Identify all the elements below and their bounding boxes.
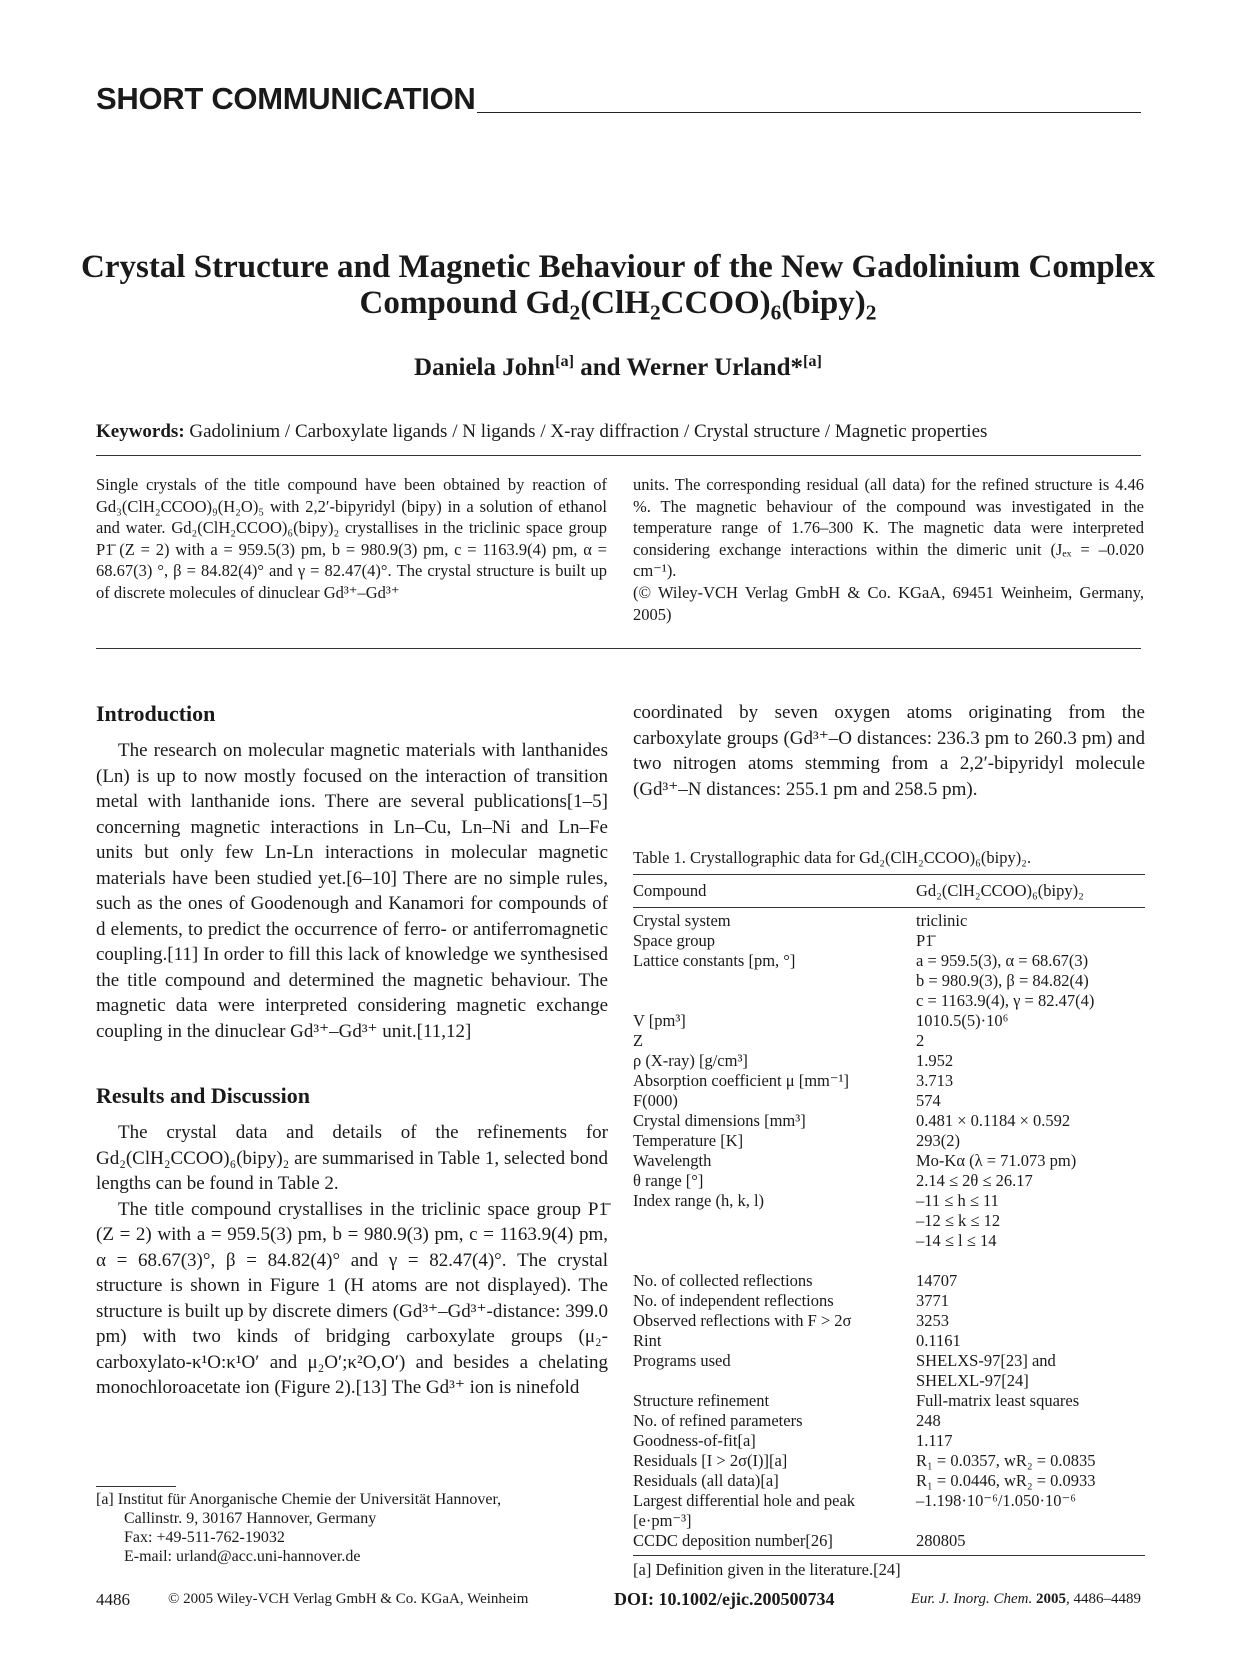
table-cell: 1010.5(5)·10⁶ xyxy=(916,1011,1009,1030)
table-row xyxy=(633,1351,1145,1371)
table-cell: Wavelength xyxy=(633,1151,712,1170)
table-cell: 0.481 × 0.1184 × 0.592 xyxy=(916,1111,1071,1130)
table-cell: 2.14 ≤ 2θ ≤ 26.17 xyxy=(916,1171,1033,1190)
journal-name: Eur. J. Inorg. Chem. xyxy=(910,1591,1033,1607)
table-cell: Space group xyxy=(633,931,716,950)
table-cell: –14 ≤ l ≤ 14 xyxy=(916,1231,997,1250)
title-line-1: Crystal Structure and Magnetic Behaviour of the New Gadolinium Complex xyxy=(81,249,1155,285)
table-cell xyxy=(916,1251,1145,1271)
table-row xyxy=(633,1531,1145,1551)
table-cell: 574 xyxy=(916,1091,941,1110)
abstract-right xyxy=(633,474,1144,625)
table-cell: –11 ≤ h ≤ 11 xyxy=(916,1191,999,1210)
page-footer xyxy=(96,1590,1141,1614)
results-paragraph-1: The crystal data and details of the refinements for Gd₂(ClH₂CCOO)₆(bipy)₂ are summarised in Table 1, selected bond lengths can be found in Table 2. xyxy=(96,1122,608,1194)
table-row xyxy=(633,1371,1145,1391)
abstract-left: Single crystals of the title compound have been obtained by reaction of Gd₃(ClH₂CCOO)₉(H₂O)₅ with 2,2′-bipyridyl (bipy) in a solution of ethanol and water. Gd₂(ClH₂CCOO)₆(bipy)₂ crystallises in the triclinic space group P1̄ (Z = 2) with a = 959.5(3) pm, b = 980.9(3) pm, c = 1163.9(4) pm, α = 68.67(3) °, β = 84.82(4)° and γ = 82.47(4)°. The crystal structure is built up of discrete molecules of dinuclear Gd³⁺–Gd³⁺ xyxy=(96,475,607,602)
table-cell: Lattice constants [pm, °] xyxy=(633,951,796,970)
table-row xyxy=(633,1231,1145,1251)
table-cell: b = 980.9(3), β = 84.82(4) xyxy=(916,971,1089,990)
author-2: and Werner Urland* xyxy=(574,354,803,381)
table-row xyxy=(633,1051,1145,1071)
table-cell: Crystal system xyxy=(633,911,731,930)
table-cell: P1̄ xyxy=(916,931,934,950)
table-row xyxy=(633,1071,1145,1091)
table-row xyxy=(633,1011,1145,1031)
table-cell: 1.952 xyxy=(916,1051,954,1070)
table-cell: [e·pm⁻³] xyxy=(633,1511,692,1530)
footnote-rule xyxy=(96,1486,176,1487)
keywords xyxy=(96,421,1141,443)
table-cell: SHELXL-97[24] xyxy=(916,1371,1029,1390)
article-title xyxy=(60,249,1176,325)
table-cell: No. of independent reflections xyxy=(633,1291,834,1310)
crystallographic-table xyxy=(633,874,1145,1580)
table-row xyxy=(633,1031,1145,1051)
table-cell: Index range (h, k, l) xyxy=(633,1191,765,1210)
abstract-top-rule xyxy=(96,455,1141,456)
keywords-label: Keywords: xyxy=(96,421,185,442)
table-cell: R₁ = 0.0357, wR₂ = 0.0835 xyxy=(916,1451,1096,1470)
table-cell: θ range [°] xyxy=(633,1171,704,1190)
abstract-right-text: units. The corresponding residual (all data) for the refined structure is 4.46 %. The magnetic behaviour of the compound was investigated in the temperature range of 1.76–300 K. The magnetic data were interpreted considering exchange interactions within the dimeric unit (Jₑₓ = –0.020 cm⁻¹). xyxy=(633,475,1144,581)
table-row xyxy=(633,1171,1145,1191)
table-header-row xyxy=(633,875,1145,907)
section-header xyxy=(96,82,1141,116)
footnote-line-3: Fax: +49-511-762-19032 xyxy=(124,1529,285,1546)
table-row xyxy=(633,1271,1145,1291)
table-cell: 3771 xyxy=(916,1291,949,1310)
table-row xyxy=(633,1091,1145,1111)
table-cell: Observed reflections with F > 2σ xyxy=(633,1311,852,1330)
table-footnote: [a] Definition given in the literature.[24] xyxy=(633,1560,901,1579)
table-row xyxy=(633,1151,1145,1171)
table-row xyxy=(633,1331,1145,1351)
table-cell: No. of collected reflections xyxy=(633,1271,813,1290)
table-cell: SHELXS-97[23] and xyxy=(916,1351,1056,1370)
table-row xyxy=(633,1251,1145,1271)
left-column xyxy=(96,700,608,1401)
table-cell: Rint xyxy=(633,1331,662,1350)
journal-year: 2005 xyxy=(1036,1591,1066,1607)
section-label: SHORT COMMUNICATION xyxy=(96,81,476,116)
affiliation-mark-1: [a] xyxy=(555,352,575,371)
footnote-line-2: Callinstr. 9, 30167 Hannover, Germany xyxy=(124,1510,377,1527)
table-cell: –12 ≤ k ≤ 12 xyxy=(916,1211,1001,1230)
table-row xyxy=(633,1391,1145,1411)
results-paragraph-2: The title compound crystallises in the triclinic space group P1̄ (Z = 2) with a = 959.5(3) pm, b = 980.9(3) pm, c = 1163.9(4) pm, α = 68.67(3)°, β = 84.82(4)° and γ = 82.47(4)°. The crystal structure is shown in Figure 1 (H atoms are not displayed). The structure is built up by discrete dimers (Gd³⁺–Gd³⁺-distance: 399.0 pm) with two kinds of bridging carboxylate groups (μ₂-carboxylato-κ¹O:κ¹O′ and μ₂O′;κ²O,O′) and besides a chelating monochloroacetate ion (Figure 2).[13] The Gd³⁺ ion is ninefold xyxy=(96,1198,608,1398)
footnote-line-1: [a] Institut für Anorganische Chemie der Universität Hannover, xyxy=(96,1491,502,1508)
table-row xyxy=(633,911,1145,931)
table-row xyxy=(633,1131,1145,1151)
footer-copyright: © 2005 Wiley-VCH Verlag GmbH & Co. KGaA, Weinheim xyxy=(168,1591,529,1607)
doi-link[interactable]: DOI: 10.1002/ejic.200500734 xyxy=(614,1589,835,1609)
author-line xyxy=(60,354,1176,382)
journal-pages: , 4486–4489 xyxy=(1066,1591,1141,1607)
table-cell xyxy=(633,1211,916,1231)
right-column xyxy=(633,700,1145,802)
table-bottom-rule xyxy=(633,1555,1145,1556)
results-paragraph-continued: coordinated by seven oxygen atoms originating from the carboxylate groups (Gd³⁺–O distances: 236.3 pm to 260.3 pm) and two nitrogen atoms stemming from a 2,2′-bipyridyl molecule (Gd³⁺–N distances: 255.1 pm and 258.5 pm). xyxy=(633,702,1145,800)
table-cell: 248 xyxy=(916,1411,941,1430)
table-row xyxy=(633,971,1145,991)
table-row xyxy=(633,1511,1145,1531)
table-cell: 293(2) xyxy=(916,1131,960,1150)
abstract-bottom-rule xyxy=(96,648,1141,649)
table-cell: Largest differential hole and peak xyxy=(633,1491,856,1510)
table-row xyxy=(633,1491,1145,1511)
table-cell: 1.117 xyxy=(916,1431,953,1450)
table-cell: c = 1163.9(4), γ = 82.47(4) xyxy=(916,991,1095,1010)
table-row xyxy=(633,1451,1145,1471)
author-1: Daniela John xyxy=(414,354,556,381)
table-cell: CCDC deposition number[26] xyxy=(633,1531,833,1550)
table-cell: Programs used xyxy=(633,1351,731,1370)
table-cell xyxy=(633,1231,916,1251)
table-body xyxy=(633,908,1145,1555)
table-cell: 2 xyxy=(916,1031,925,1050)
title-line-2: Compound $Gd_2(ClH_2CCOO)_6(bipy)_2$ xyxy=(359,285,877,325)
table-cell xyxy=(633,1371,916,1391)
table-cell: 14707 xyxy=(916,1271,958,1290)
table-cell: Temperature [K] xyxy=(633,1131,744,1150)
table-cell: –1.198·10⁻⁶/1.050·10⁻⁶ xyxy=(916,1491,1076,1510)
table-cell xyxy=(633,971,916,991)
table-cell xyxy=(633,991,916,1011)
affiliation-footnote xyxy=(96,1490,616,1566)
table-cell xyxy=(633,1251,916,1271)
table-row xyxy=(633,1211,1145,1231)
table-cell: F(000) xyxy=(633,1091,678,1110)
table-row xyxy=(633,991,1145,1011)
table-cell xyxy=(916,1511,1145,1531)
table-cell: 3253 xyxy=(916,1311,949,1330)
table-row xyxy=(633,1191,1145,1211)
table-row xyxy=(633,1111,1145,1131)
abstract-copyright: (© Wiley-VCH Verlag GmbH & Co. KGaA, 69451 Weinheim, Germany, 2005) xyxy=(633,582,1144,624)
table-cell: Full-matrix least squares xyxy=(916,1391,1080,1410)
introduction-paragraph: The research on molecular magnetic materials with lanthanides (Ln) is up to now mostly focused on the interaction of transition metal with lanthanide ions. There are several publications[1–5] concerning magnetic interactions in Ln–Cu, Ln–Ni and Ln–Fe units but only few Ln-Ln interactions in molecular magnetic materials have been studied yet.[6–10] There are no simple rules, such as the ones of Goodenough and Kanamori for compounds of d elements, to predict the occurrence of ferro- or antiferromagnetic coupling.[11] In order to fill this lack of knowledge we synthesised the title compound and determined the magnetic behaviour. The magnetic data were interpreted considering magnetic exchange coupling in the dinuclear Gd³⁺–Gd³⁺ unit.[11,12] xyxy=(96,740,608,1042)
table-cell: triclinic xyxy=(916,911,968,930)
table-row xyxy=(633,1291,1145,1311)
table-cell: 3.713 xyxy=(916,1071,954,1090)
table-row xyxy=(633,1411,1145,1431)
table-cell: Structure refinement xyxy=(633,1391,770,1410)
table-cell: No. of refined parameters xyxy=(633,1411,803,1430)
table-header-cell: Gd₂(ClH₂CCOO)₆(bipy)₂ xyxy=(916,881,1084,900)
introduction-heading: Introduction xyxy=(96,701,216,726)
keywords-text: Gadolinium / Carboxylate ligands / N ligands / X-ray diffraction / Crystal structure / Magnetic properties xyxy=(184,421,988,442)
results-heading: Results and Discussion xyxy=(96,1083,310,1108)
journal-citation xyxy=(911,1591,1141,1608)
table-cell: Goodness-of-fit[a] xyxy=(633,1431,756,1450)
table-row xyxy=(633,1431,1145,1451)
table-cell: V [pm³] xyxy=(633,1011,686,1030)
table-cell: ρ (X-ray) [g/cm³] xyxy=(633,1051,748,1070)
table-header-cell: Compound xyxy=(633,881,707,900)
table-cell: 0.1161 xyxy=(916,1331,961,1350)
table-row xyxy=(633,1471,1145,1491)
table-cell: Crystal dimensions [mm³] xyxy=(633,1111,806,1130)
table-cell: Absorption coefficient μ [mm⁻¹] xyxy=(633,1071,850,1090)
table-cell: Residuals [I > 2σ(I)][a] xyxy=(633,1451,788,1470)
table-row xyxy=(633,1311,1145,1331)
table-cell: R₁ = 0.0446, wR₂ = 0.0933 xyxy=(916,1471,1096,1490)
table-cell: Z xyxy=(633,1031,644,1050)
table-row xyxy=(633,931,1145,951)
table-row xyxy=(633,951,1145,971)
table-cell: Residuals (all data)[a] xyxy=(633,1471,779,1490)
table-cell: Mo-Kα (λ = 71.073 pm) xyxy=(916,1151,1077,1170)
footnote-line-4: E-mail: urland@acc.uni-hannover.de xyxy=(124,1548,361,1565)
table-cell: a = 959.5(3), α = 68.67(3) xyxy=(916,951,1089,970)
table-cell: 280805 xyxy=(916,1531,966,1550)
affiliation-mark-2: [a] xyxy=(802,352,822,371)
table-caption: Table 1. Crystallographic data for Gd₂(ClH₂CCOO)₆(bipy)₂. xyxy=(633,848,1032,867)
page-number: 4486 xyxy=(96,1590,130,1609)
